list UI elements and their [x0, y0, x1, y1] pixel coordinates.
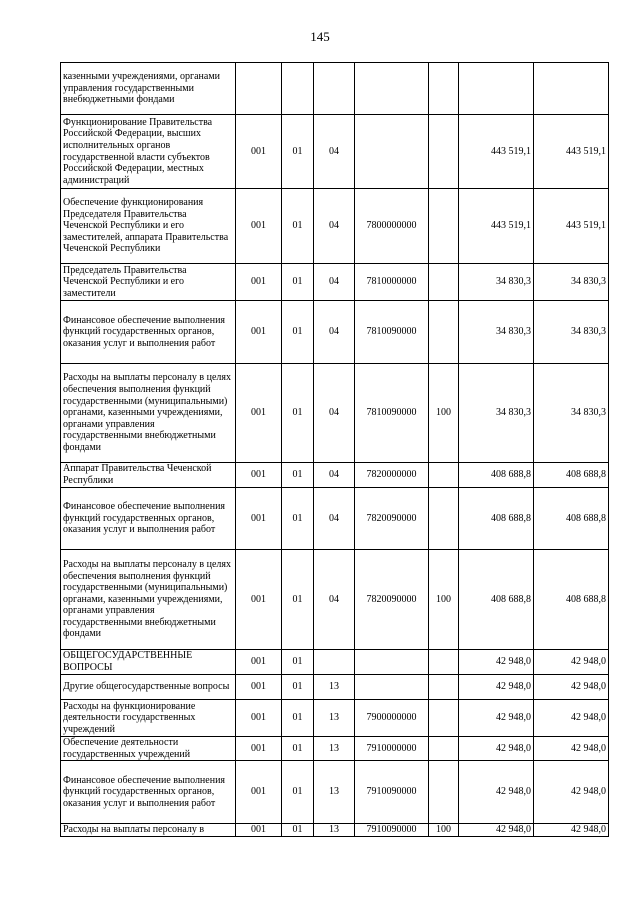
subsection-code-cell	[314, 63, 355, 115]
target-article-cell: 7910090000	[355, 761, 429, 824]
section-code-cell: 01	[282, 650, 314, 675]
amount-cell-1: 42 948,0	[459, 824, 534, 837]
subsection-code-cell: 04	[314, 115, 355, 189]
target-article-cell: 7800000000	[355, 189, 429, 264]
section-code-cell: 01	[282, 115, 314, 189]
page-number: 145	[310, 29, 330, 44]
table-row	[61, 675, 609, 700]
grbs-code-cell: 001	[236, 737, 282, 761]
table-row	[61, 364, 609, 463]
section-code-cell	[282, 63, 314, 115]
section-code-cell: 01	[282, 264, 314, 301]
target-article-cell: 7910000000	[355, 737, 429, 761]
section-code-cell: 01	[282, 488, 314, 550]
amount-cell-1: 42 948,0	[459, 650, 534, 675]
amount-cell-1: 408 688,8	[459, 488, 534, 550]
amount-cell-2: 34 830,3	[534, 301, 609, 364]
row-name-cell: Финансовое обеспечение выполнения функций государственных органов, оказания услуг и выполнения работ	[61, 301, 236, 364]
grbs-code-cell: 001	[236, 264, 282, 301]
amount-cell-2: 34 830,3	[534, 364, 609, 463]
grbs-code-cell: 001	[236, 488, 282, 550]
amount-cell-2: 443 519,1	[534, 115, 609, 189]
row-name-cell: Другие общегосударственные вопросы	[61, 675, 236, 700]
expense-type-cell: 100	[429, 824, 459, 837]
target-article-cell: 7810090000	[355, 301, 429, 364]
expense-type-cell	[429, 301, 459, 364]
section-code-cell: 01	[282, 675, 314, 700]
table-row	[61, 550, 609, 650]
subsection-code-cell: 04	[314, 488, 355, 550]
amount-cell-2: 42 948,0	[534, 675, 609, 700]
row-name-cell: Председатель Правительства Чеченской Республики и его заместители	[61, 264, 236, 301]
amount-cell-2	[534, 63, 609, 115]
table-row	[61, 761, 609, 824]
subsection-code-cell: 13	[314, 737, 355, 761]
target-article-cell	[355, 675, 429, 700]
row-name-cell: Финансовое обеспечение выполнения функций государственных органов, оказания услуг и выполнения работ	[61, 761, 236, 824]
amount-cell-2: 34 830,3	[534, 264, 609, 301]
grbs-code-cell: 001	[236, 463, 282, 488]
grbs-code-cell: 001	[236, 550, 282, 650]
amount-cell-1	[459, 63, 534, 115]
subsection-code-cell: 04	[314, 463, 355, 488]
amount-cell-1: 34 830,3	[459, 264, 534, 301]
expense-type-cell	[429, 488, 459, 550]
expense-type-cell	[429, 700, 459, 737]
table-row	[61, 824, 609, 837]
subsection-code-cell	[314, 650, 355, 675]
expense-type-cell	[429, 675, 459, 700]
section-code-cell: 01	[282, 761, 314, 824]
section-code-cell: 01	[282, 301, 314, 364]
table-row	[61, 189, 609, 264]
subsection-code-cell: 04	[314, 264, 355, 301]
grbs-code-cell: 001	[236, 761, 282, 824]
amount-cell-2: 408 688,8	[534, 463, 609, 488]
row-name-cell: Функционирование Правительства Российской Федерации, высших исполнительных органов государственной власти субъектов Российской Федерации, местных администраций	[61, 115, 236, 189]
budget-table	[60, 62, 609, 837]
grbs-code-cell: 001	[236, 301, 282, 364]
row-name-cell: Расходы на функционирование деятельности государственных учреждений	[61, 700, 236, 737]
amount-cell-2: 42 948,0	[534, 650, 609, 675]
amount-cell-1: 408 688,8	[459, 550, 534, 650]
expense-type-cell	[429, 463, 459, 488]
subsection-code-cell: 04	[314, 189, 355, 264]
section-code-cell: 01	[282, 364, 314, 463]
row-name-cell: ОБЩЕГОСУДАРСТВЕННЫЕ ВОПРОСЫ	[61, 650, 236, 675]
grbs-code-cell: 001	[236, 115, 282, 189]
row-name-cell: казенными учреждениями, органами управления государственными внебюджетными фондами	[61, 63, 236, 115]
amount-cell-2: 42 948,0	[534, 824, 609, 837]
section-code-cell: 01	[282, 189, 314, 264]
subsection-code-cell: 13	[314, 675, 355, 700]
target-article-cell: 7910090000	[355, 824, 429, 837]
grbs-code-cell: 001	[236, 700, 282, 737]
grbs-code-cell	[236, 63, 282, 115]
section-code-cell: 01	[282, 550, 314, 650]
amount-cell-1: 34 830,3	[459, 301, 534, 364]
grbs-code-cell: 001	[236, 189, 282, 264]
row-name-cell: Обеспечение функционирования Председателя Правительства Чеченской Республики и его заместителей, аппарата Правительства Чеченской Республики	[61, 189, 236, 264]
table-row	[61, 488, 609, 550]
row-name-cell: Финансовое обеспечение выполнения функций государственных органов, оказания услуг и выполнения работ	[61, 488, 236, 550]
target-article-cell	[355, 650, 429, 675]
table-row	[61, 463, 609, 488]
amount-cell-2: 42 948,0	[534, 737, 609, 761]
expense-type-cell	[429, 737, 459, 761]
expense-type-cell	[429, 264, 459, 301]
row-name-cell: Аппарат Правительства Чеченской Республики	[61, 463, 236, 488]
amount-cell-2: 408 688,8	[534, 488, 609, 550]
expense-type-cell: 100	[429, 364, 459, 463]
amount-cell-1: 443 519,1	[459, 115, 534, 189]
table-row	[61, 264, 609, 301]
section-code-cell: 01	[282, 737, 314, 761]
grbs-code-cell: 001	[236, 364, 282, 463]
grbs-code-cell: 001	[236, 675, 282, 700]
target-article-cell	[355, 115, 429, 189]
table-row	[61, 737, 609, 761]
subsection-code-cell: 13	[314, 700, 355, 737]
subsection-code-cell: 04	[314, 550, 355, 650]
section-code-cell: 01	[282, 700, 314, 737]
row-name-cell: Расходы на выплаты персоналу в	[61, 824, 236, 837]
amount-cell-1: 42 948,0	[459, 700, 534, 737]
subsection-code-cell: 13	[314, 824, 355, 837]
amount-cell-2: 42 948,0	[534, 700, 609, 737]
expense-type-cell	[429, 63, 459, 115]
table-row	[61, 63, 609, 115]
amount-cell-1: 408 688,8	[459, 463, 534, 488]
amount-cell-2: 408 688,8	[534, 550, 609, 650]
subsection-code-cell: 04	[314, 364, 355, 463]
expense-type-cell: 100	[429, 550, 459, 650]
section-code-cell: 01	[282, 824, 314, 837]
table-row	[61, 650, 609, 675]
target-article-cell: 7820090000	[355, 550, 429, 650]
amount-cell-1: 42 948,0	[459, 761, 534, 824]
subsection-code-cell: 13	[314, 761, 355, 824]
target-article-cell: 7810090000	[355, 364, 429, 463]
expense-type-cell	[429, 650, 459, 675]
row-name-cell: Обеспечение деятельности государственных учреждений	[61, 737, 236, 761]
target-article-cell: 7900000000	[355, 700, 429, 737]
expense-type-cell	[429, 189, 459, 264]
table-row	[61, 301, 609, 364]
amount-cell-1: 443 519,1	[459, 189, 534, 264]
table-row	[61, 115, 609, 189]
amount-cell-2: 42 948,0	[534, 761, 609, 824]
amount-cell-1: 34 830,3	[459, 364, 534, 463]
target-article-cell: 7810000000	[355, 264, 429, 301]
target-article-cell	[355, 63, 429, 115]
grbs-code-cell: 001	[236, 824, 282, 837]
table-row	[61, 700, 609, 737]
section-code-cell: 01	[282, 463, 314, 488]
amount-cell-2: 443 519,1	[534, 189, 609, 264]
row-name-cell: Расходы на выплаты персоналу в целях обеспечения выполнения функций государственными (муниципальными) органами, казенными учреждениями, органами управления государственными внебюджетными фондами	[61, 550, 236, 650]
amount-cell-1: 42 948,0	[459, 737, 534, 761]
row-name-cell: Расходы на выплаты персоналу в целях обеспечения выполнения функций государственными (муниципальными) органами, казенными учреждениями, органами управления государственными внебюджетными фондами	[61, 364, 236, 463]
expense-type-cell	[429, 115, 459, 189]
expense-type-cell	[429, 761, 459, 824]
target-article-cell: 7820000000	[355, 463, 429, 488]
grbs-code-cell: 001	[236, 650, 282, 675]
target-article-cell: 7820090000	[355, 488, 429, 550]
amount-cell-1: 42 948,0	[459, 675, 534, 700]
subsection-code-cell: 04	[314, 301, 355, 364]
